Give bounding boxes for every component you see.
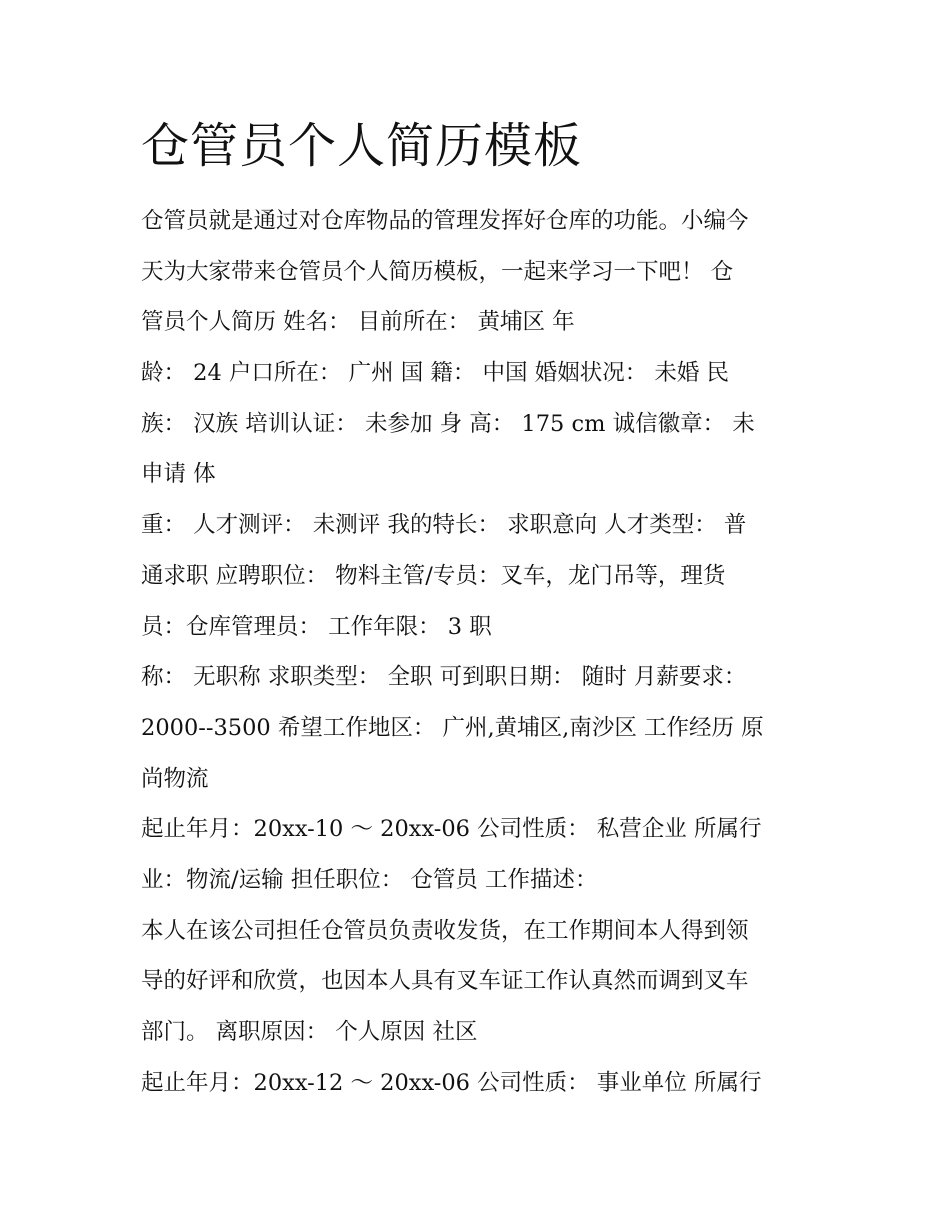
- body-line: 天为大家带来仓管员个人简历模板，一起来学习一下吧！ 仓: [141, 258, 734, 285]
- document-title: 仓管员个人简历模板: [141, 118, 583, 174]
- body-line: 仓管员就是通过对仓库物品的管理发挥好仓库的功能。小编今: [141, 208, 749, 234]
- body-line: 起止年月：20xx-12 ～ 20xx-06 公司性质： 事业单位 所属行: [141, 1069, 762, 1096]
- body-line: 重： 人才测评： 未测评 我的特长： 求职意向 人才类型： 普: [141, 512, 747, 539]
- body-line: 族： 汉族 培训认证： 未参加 身 高： 175 cm 诚信徽章： 未: [141, 410, 755, 437]
- body-line: 申请 体: [141, 461, 216, 488]
- body-line: 管员个人简历 姓名： 目前所在： 黄埔区 年: [141, 309, 575, 336]
- body-line: 业：物流/运输 担任职位： 仓管员 工作描述：: [141, 866, 598, 893]
- body-line: 本人在该公司担任仓管员负责收发货，在工作期间本人得到领: [141, 917, 749, 944]
- body-line: 导的好评和欣赏，也因本人具有叉车证工作认真然而调到叉车: [141, 968, 749, 995]
- document-body: [141, 196, 841, 1108]
- body-line: 2000--3500 希望工作地区： 广州,黄埔区,南沙区 工作经历 原: [141, 714, 764, 741]
- body-line: 通求职 应聘职位： 物料主管/专员：叉车，龙门吊等，理货: [141, 562, 726, 589]
- body-line: 龄： 24 户口所在： 广州 国 籍： 中国 婚姻状况： 未婚 民: [141, 360, 730, 387]
- body-line: 员：仓库管理员： 工作年限： 3 职: [141, 613, 492, 640]
- body-line: 尚物流: [141, 765, 209, 792]
- body-line: 起止年月：20xx-10 ～ 20xx-06 公司性质： 私营企业 所属行: [141, 816, 762, 843]
- body-line: 称： 无职称 求职类型： 全职 可到职日期： 随时 月薪要求：: [141, 664, 747, 691]
- body-line: 部门。 离职原因： 个人原因 社区: [141, 1019, 478, 1045]
